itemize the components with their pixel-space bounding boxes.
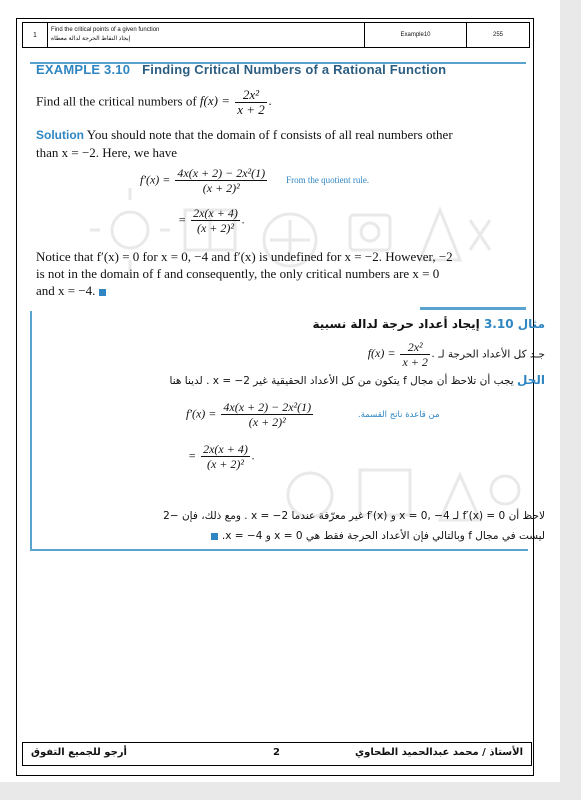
header-topic-ar: إيجاد النقاط الحرجة لدالة معطاة bbox=[51, 36, 131, 42]
solution-label: Solution bbox=[36, 128, 84, 142]
arabic-prompt-text: جـد كل الأعداد الحرجة لـ bbox=[438, 348, 545, 361]
arabic-quotient-rule-note: من قاعدة ناتج القسمة. bbox=[358, 410, 440, 420]
eq1-numerator: 4x(x + 2) − 2x²(1) bbox=[177, 166, 266, 180]
header-topic bbox=[48, 23, 365, 48]
arabic-eq2-fraction bbox=[201, 442, 250, 471]
function-lhs: f(x) = bbox=[199, 93, 230, 109]
conclusion-line-3: and x = −4. bbox=[36, 283, 96, 298]
eq2-fraction bbox=[191, 206, 240, 235]
arabic-heading bbox=[312, 317, 545, 331]
example-prompt-text: Find all the critical numbers of bbox=[36, 93, 197, 109]
arabic-conclusion-line-1: لاحظ أن f′(x) = 0 لـ x = 0, −4 و f′(x) غير معرّفة عندما x = −2 . ومع ذلك، فإن −2 bbox=[163, 510, 545, 522]
arabic-title: إيجاد أعداد حرجة لدالة نسبية bbox=[312, 317, 480, 331]
header-page-ref: 255 bbox=[467, 23, 530, 48]
solution-paragraph bbox=[36, 126, 526, 161]
example-function: f(x) = $\frac{\text{2x²}}{x + 2}$ . bbox=[199, 87, 273, 117]
derivative-equation-1 bbox=[140, 166, 369, 195]
solution-line-1: You should note that the domain of f consists of all real numbers other bbox=[86, 127, 453, 142]
arabic-conclusion-line-2 bbox=[207, 530, 545, 542]
eq2-numerator: 2x(x + 4) bbox=[193, 206, 238, 220]
arabic-solution-text: يجب أن تلاحظ أن مجال f يتكون من كل الأعداد الحقيقية غير x = −2 . لدينا هنا bbox=[169, 375, 514, 387]
footer-teacher-name: الأستاذ / محمد عبدالحميد الطحاوي bbox=[354, 747, 523, 758]
arabic-eq2-numerator: 2x(x + 4) bbox=[203, 442, 248, 456]
example-heading bbox=[36, 62, 446, 77]
example-prompt bbox=[36, 88, 272, 117]
arabic-derivative-equation-1 bbox=[186, 400, 315, 429]
example-title: Finding Critical Numbers of a Rational Function bbox=[142, 62, 447, 77]
arabic-conclusion-line-2-text: ليست في مجال f وبالتالي فإن الأعداد الحرجة فقط هي x = 0 و x = −4. bbox=[221, 530, 545, 542]
arabic-solution bbox=[170, 373, 545, 387]
derivative-equation-2: = $\frac{2x(x + 4)}{\text{(x + 2)²}}$ . bbox=[178, 206, 245, 235]
arabic-eq1-fraction bbox=[221, 400, 313, 429]
arabic-eq1-numerator: 4x(x + 2) − 2x²(1) bbox=[223, 400, 312, 414]
arabic-derivative-equation-2: = $\frac{2x(x + 4)}{\text{(x + 2)²}}$ . bbox=[188, 442, 255, 471]
page-footer bbox=[22, 742, 532, 766]
arabic-example-label: مثال bbox=[517, 317, 545, 331]
eq1-denominator: (x + 2)² bbox=[202, 181, 240, 195]
arabic-function: f(x) = $\frac{\text{2x²}}{x + 2}$ . bbox=[367, 340, 435, 369]
conclusion-line-2: is not in the domain of f and consequently, the only critical numbers are x = 0 bbox=[36, 266, 440, 281]
arabic-top-rule bbox=[420, 307, 526, 310]
arabic-function-numerator: 2x² bbox=[400, 340, 429, 355]
header-table bbox=[22, 22, 530, 48]
solution-line-2: than x = −2. Here, we have bbox=[36, 145, 178, 160]
function-fraction bbox=[235, 88, 267, 117]
example-number: EXAMPLE 3.10 bbox=[36, 62, 131, 77]
conclusion-line-1: Notice that f′(x) = 0 for x = 0, −4 and f′(x) is undefined for x = −2. However, −2 bbox=[36, 249, 453, 264]
eq2-lhs: = bbox=[178, 212, 187, 227]
quotient-rule-note: From the quotient rule. bbox=[286, 175, 370, 186]
arabic-function-fraction bbox=[400, 340, 429, 369]
arabic-function-denominator: x + 2 bbox=[402, 355, 428, 369]
arabic-prompt bbox=[368, 340, 545, 369]
arabic-function-lhs: f(x) = bbox=[367, 346, 396, 361]
arabic-solution-label: الحل bbox=[517, 373, 545, 387]
arabic-eq1-denominator: (x + 2)² bbox=[248, 415, 286, 429]
footer-page-number: 2 bbox=[273, 747, 280, 758]
function-denominator: x + 2 bbox=[237, 102, 265, 117]
header-row-number: 1 bbox=[23, 23, 48, 48]
end-of-example-icon bbox=[99, 289, 106, 296]
arabic-end-of-example-icon bbox=[211, 533, 218, 540]
conclusion-paragraph bbox=[36, 248, 526, 299]
eq2-denominator: (x + 2)² bbox=[196, 221, 234, 235]
arabic-example-number: 3.10 bbox=[483, 317, 514, 331]
arabic-eq2-denominator: (x + 2)² bbox=[206, 457, 244, 471]
function-numerator: 2x² bbox=[235, 88, 267, 103]
footer-wish: أرجو للجميع التفوق bbox=[31, 747, 127, 758]
arabic-eq1-lhs: f′(x) = bbox=[186, 406, 217, 421]
eq1-fraction bbox=[175, 166, 267, 195]
header-example-ref: Example10 bbox=[365, 23, 467, 48]
header-topic-en: Find the critical points of a given function bbox=[51, 27, 160, 33]
eq1-lhs: f′(x) = bbox=[140, 172, 171, 187]
arabic-eq2-lhs: = bbox=[188, 448, 197, 463]
